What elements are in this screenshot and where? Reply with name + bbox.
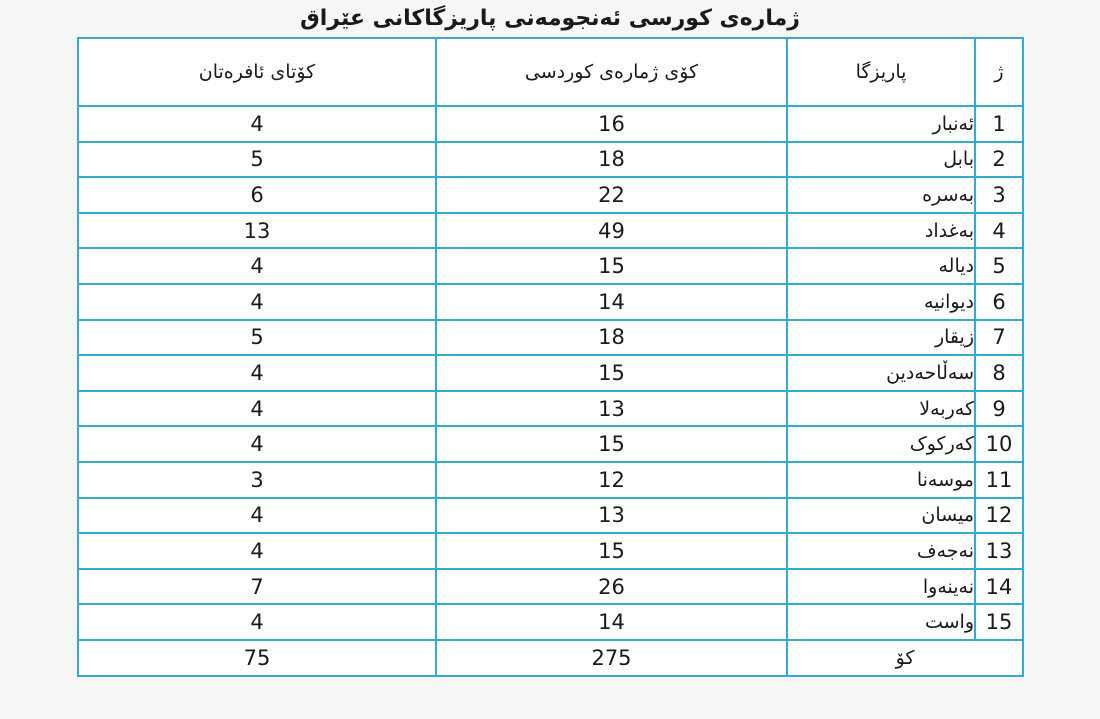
cell-women-quota: 5 bbox=[78, 320, 436, 356]
cell-total-seats: 18 bbox=[436, 320, 787, 356]
cell-women-quota: 4 bbox=[78, 106, 436, 142]
cell-province: دیوانیە bbox=[787, 284, 975, 320]
cell-seq: 5 bbox=[975, 248, 1023, 284]
table-row bbox=[78, 320, 1023, 356]
cell-province: نەینەوا bbox=[787, 569, 975, 605]
cell-total-seats: 15 bbox=[436, 355, 787, 391]
cell-province: بەسرە bbox=[787, 177, 975, 213]
cell-women-quota: 4 bbox=[78, 533, 436, 569]
table-row bbox=[78, 213, 1023, 249]
cell-seq: 6 bbox=[975, 284, 1023, 320]
cell-seq: 9 bbox=[975, 391, 1023, 427]
total-seats: 275 bbox=[436, 640, 787, 676]
total-row bbox=[78, 640, 1023, 676]
table-row bbox=[78, 426, 1023, 462]
table-row bbox=[78, 569, 1023, 605]
table-row bbox=[78, 462, 1023, 498]
cell-province: کەربەلا bbox=[787, 391, 975, 427]
cell-seq: 12 bbox=[975, 498, 1023, 534]
cell-seq: 2 bbox=[975, 142, 1023, 178]
column-header-women-quota: کۆتای ئافرەتان bbox=[78, 38, 436, 106]
cell-women-quota: 7 bbox=[78, 569, 436, 605]
header-row bbox=[78, 38, 1023, 106]
cell-total-seats: 15 bbox=[436, 248, 787, 284]
cell-province: کەرکوک bbox=[787, 426, 975, 462]
cell-women-quota: 4 bbox=[78, 248, 436, 284]
cell-total-seats: 15 bbox=[436, 426, 787, 462]
cell-women-quota: 4 bbox=[78, 355, 436, 391]
cell-women-quota: 4 bbox=[78, 426, 436, 462]
cell-total-seats: 13 bbox=[436, 498, 787, 534]
cell-total-seats: 22 bbox=[436, 177, 787, 213]
cell-province: میسان bbox=[787, 498, 975, 534]
column-header-total-seats: کۆی ژمارەی کوردسی bbox=[436, 38, 787, 106]
cell-province: نەجەف bbox=[787, 533, 975, 569]
cell-women-quota: 4 bbox=[78, 391, 436, 427]
cell-women-quota: 4 bbox=[78, 284, 436, 320]
cell-total-seats: 12 bbox=[436, 462, 787, 498]
cell-total-seats: 16 bbox=[436, 106, 787, 142]
total-women-quota: 75 bbox=[78, 640, 436, 676]
cell-seq: 15 bbox=[975, 604, 1023, 640]
cell-total-seats: 18 bbox=[436, 142, 787, 178]
cell-women-quota: 6 bbox=[78, 177, 436, 213]
cell-seq: 1 bbox=[975, 106, 1023, 142]
table-row bbox=[78, 177, 1023, 213]
table-row bbox=[78, 106, 1023, 142]
cell-women-quota: 3 bbox=[78, 462, 436, 498]
cell-province: بەغداد bbox=[787, 213, 975, 249]
table-row bbox=[78, 498, 1023, 534]
cell-seq: 10 bbox=[975, 426, 1023, 462]
cell-province: موسەنا bbox=[787, 462, 975, 498]
table-row bbox=[78, 142, 1023, 178]
table-row bbox=[78, 248, 1023, 284]
table-row bbox=[78, 355, 1023, 391]
cell-seq: 7 bbox=[975, 320, 1023, 356]
cell-total-seats: 13 bbox=[436, 391, 787, 427]
total-label: کۆ bbox=[787, 640, 1023, 676]
cell-province: سەڵاحەدین bbox=[787, 355, 975, 391]
cell-total-seats: 14 bbox=[436, 604, 787, 640]
cell-seq: 3 bbox=[975, 177, 1023, 213]
column-header-seq: ژ bbox=[975, 38, 1023, 106]
cell-province: دیالە bbox=[787, 248, 975, 284]
table-row bbox=[78, 533, 1023, 569]
cell-women-quota: 13 bbox=[78, 213, 436, 249]
seats-table bbox=[77, 37, 1024, 677]
cell-seq: 13 bbox=[975, 533, 1023, 569]
table-row bbox=[78, 391, 1023, 427]
cell-total-seats: 26 bbox=[436, 569, 787, 605]
cell-total-seats: 49 bbox=[436, 213, 787, 249]
table-title: ژمارەی کورسی ئەنجومەنی پاریزگاکانی عێراق bbox=[300, 6, 800, 31]
column-header-province: پاریزگا bbox=[787, 38, 975, 106]
cell-total-seats: 14 bbox=[436, 284, 787, 320]
cell-women-quota: 5 bbox=[78, 142, 436, 178]
cell-women-quota: 4 bbox=[78, 604, 436, 640]
cell-province: ئەنبار bbox=[787, 106, 975, 142]
cell-province: واست bbox=[787, 604, 975, 640]
table-row bbox=[78, 604, 1023, 640]
cell-total-seats: 15 bbox=[436, 533, 787, 569]
cell-seq: 8 bbox=[975, 355, 1023, 391]
cell-seq: 11 bbox=[975, 462, 1023, 498]
cell-province: زیقار bbox=[787, 320, 975, 356]
cell-province: بابل bbox=[787, 142, 975, 178]
cell-seq: 14 bbox=[975, 569, 1023, 605]
table-row bbox=[78, 284, 1023, 320]
cell-seq: 4 bbox=[975, 213, 1023, 249]
cell-women-quota: 4 bbox=[78, 498, 436, 534]
